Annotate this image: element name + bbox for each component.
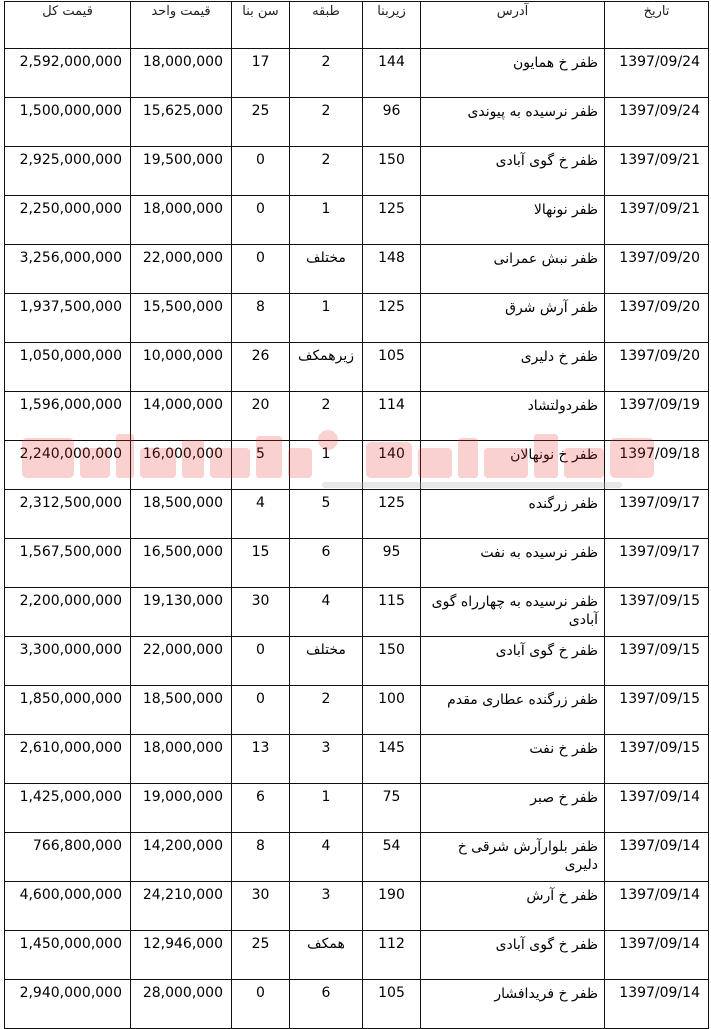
cell-total-price: 1,937,500,000 — [5, 294, 131, 343]
header-total-price: قیمت کل — [5, 2, 131, 49]
cell-address: ظفر خ دلیری — [421, 343, 605, 392]
table-row — [5, 637, 709, 686]
cell-building-age: 0 — [232, 196, 290, 245]
cell-area: 190 — [363, 882, 421, 931]
cell-address: ظفر خ آرش — [421, 882, 605, 931]
cell-building-age: 0 — [232, 980, 290, 1029]
cell-floor: 6 — [290, 539, 363, 588]
cell-address: ظفر خ نفت — [421, 735, 605, 784]
cell-address: ظفر خ نونهالان — [421, 441, 605, 490]
cell-address: ظفر خ فریدافشار — [421, 980, 605, 1029]
cell-address: ظفر نرسیده به چهارراه گوی آبادی — [421, 588, 605, 637]
header-area: زیربنا — [363, 2, 421, 49]
table-header — [5, 2, 709, 49]
header-floor: طبقه — [290, 2, 363, 49]
cell-total-price: 4,600,000,000 — [5, 882, 131, 931]
cell-unit-price: 12,946,000 — [131, 931, 232, 980]
cell-floor: 4 — [290, 833, 363, 882]
header-unit-price: قیمت واحد — [131, 2, 232, 49]
table-row — [5, 196, 709, 245]
cell-total-price: 2,925,000,000 — [5, 147, 131, 196]
cell-area: 105 — [363, 343, 421, 392]
cell-date: 1397/09/17 — [605, 490, 709, 539]
cell-unit-price: 19,130,000 — [131, 588, 232, 637]
cell-date: 1397/09/20 — [605, 343, 709, 392]
table-row — [5, 49, 709, 98]
cell-total-price: 1,050,000,000 — [5, 343, 131, 392]
cell-total-price: 3,256,000,000 — [5, 245, 131, 294]
cell-unit-price: 10,000,000 — [131, 343, 232, 392]
table-row — [5, 784, 709, 833]
cell-total-price: 2,940,000,000 — [5, 980, 131, 1029]
cell-date: 1397/09/20 — [605, 245, 709, 294]
cell-floor: زیرهمکف — [290, 343, 363, 392]
cell-floor: مختلف — [290, 245, 363, 294]
cell-area: 75 — [363, 784, 421, 833]
cell-date: 1397/09/15 — [605, 735, 709, 784]
cell-area: 95 — [363, 539, 421, 588]
cell-total-price: 1,425,000,000 — [5, 784, 131, 833]
table-row — [5, 931, 709, 980]
cell-floor: 2 — [290, 98, 363, 147]
cell-floor: 1 — [290, 196, 363, 245]
cell-address: ظفر خ گوی آبادی — [421, 931, 605, 980]
cell-building-age: 17 — [232, 49, 290, 98]
cell-building-age: 0 — [232, 686, 290, 735]
cell-unit-price: 18,000,000 — [131, 49, 232, 98]
cell-address: ظفردولتشاد — [421, 392, 605, 441]
cell-floor: 2 — [290, 147, 363, 196]
cell-address: ظفر نرسیده به پیوندی — [421, 98, 605, 147]
cell-unit-price: 15,500,000 — [131, 294, 232, 343]
cell-address: ظفر خ همایون — [421, 49, 605, 98]
cell-area: 140 — [363, 441, 421, 490]
cell-unit-price: 24,210,000 — [131, 882, 232, 931]
table-row — [5, 539, 709, 588]
cell-unit-price: 19,000,000 — [131, 784, 232, 833]
cell-area: 105 — [363, 980, 421, 1029]
cell-total-price: 2,200,000,000 — [5, 588, 131, 637]
header-row — [5, 2, 709, 49]
cell-date: 1397/09/17 — [605, 539, 709, 588]
cell-unit-price: 22,000,000 — [131, 637, 232, 686]
cell-total-price: 1,850,000,000 — [5, 686, 131, 735]
cell-unit-price: 15,625,000 — [131, 98, 232, 147]
cell-address: ظفر نرسیده به نفت — [421, 539, 605, 588]
cell-building-age: 6 — [232, 784, 290, 833]
table-row — [5, 833, 709, 882]
cell-unit-price: 18,500,000 — [131, 490, 232, 539]
cell-total-price: 766,800,000 — [5, 833, 131, 882]
cell-date: 1397/09/14 — [605, 980, 709, 1029]
cell-total-price: 2,250,000,000 — [5, 196, 131, 245]
cell-area: 96 — [363, 98, 421, 147]
cell-floor: 2 — [290, 49, 363, 98]
cell-building-age: 25 — [232, 931, 290, 980]
cell-building-age: 4 — [232, 490, 290, 539]
cell-address: ظفر خ صبر — [421, 784, 605, 833]
cell-unit-price: 18,000,000 — [131, 196, 232, 245]
cell-address: ظفر خ گوی آبادی — [421, 637, 605, 686]
cell-unit-price: 18,500,000 — [131, 686, 232, 735]
cell-building-age: 8 — [232, 294, 290, 343]
cell-building-age: 0 — [232, 147, 290, 196]
cell-building-age: 30 — [232, 588, 290, 637]
cell-date: 1397/09/14 — [605, 882, 709, 931]
cell-area: 148 — [363, 245, 421, 294]
cell-floor: 1 — [290, 441, 363, 490]
cell-date: 1397/09/21 — [605, 196, 709, 245]
cell-area: 145 — [363, 735, 421, 784]
table-row — [5, 490, 709, 539]
table-row — [5, 441, 709, 490]
cell-area: 125 — [363, 294, 421, 343]
table-row — [5, 147, 709, 196]
cell-unit-price: 28,000,000 — [131, 980, 232, 1029]
cell-date: 1397/09/14 — [605, 833, 709, 882]
cell-building-age: 15 — [232, 539, 290, 588]
header-date: تاریخ — [605, 2, 709, 49]
cell-area: 54 — [363, 833, 421, 882]
table-row — [5, 343, 709, 392]
table-row — [5, 98, 709, 147]
cell-total-price: 1,500,000,000 — [5, 98, 131, 147]
cell-address: ظفر بلوارآرش شرقی خ دلیری — [421, 833, 605, 882]
cell-date: 1397/09/14 — [605, 784, 709, 833]
cell-floor: 3 — [290, 882, 363, 931]
price-table — [4, 1, 709, 1029]
cell-address: ظفر نبش عمرانی — [421, 245, 605, 294]
cell-floor: 1 — [290, 294, 363, 343]
cell-unit-price: 16,500,000 — [131, 539, 232, 588]
cell-address: ظفر خ گوی آبادی — [421, 147, 605, 196]
cell-floor: 5 — [290, 490, 363, 539]
cell-total-price: 1,596,000,000 — [5, 392, 131, 441]
cell-area: 125 — [363, 490, 421, 539]
table-body — [5, 49, 709, 1029]
cell-date: 1397/09/20 — [605, 294, 709, 343]
cell-floor: 4 — [290, 588, 363, 637]
table-row — [5, 588, 709, 637]
cell-total-price: 2,312,500,000 — [5, 490, 131, 539]
cell-building-age: 25 — [232, 98, 290, 147]
cell-area: 144 — [363, 49, 421, 98]
cell-unit-price: 14,000,000 — [131, 392, 232, 441]
cell-area: 150 — [363, 147, 421, 196]
table-row — [5, 686, 709, 735]
cell-date: 1397/09/15 — [605, 588, 709, 637]
cell-address: ظفر آرش شرق — [421, 294, 605, 343]
cell-floor: 2 — [290, 392, 363, 441]
cell-date: 1397/09/15 — [605, 637, 709, 686]
cell-address: ظفر زرگنده عطاری مقدم — [421, 686, 605, 735]
cell-floor: 1 — [290, 784, 363, 833]
cell-date: 1397/09/18 — [605, 441, 709, 490]
cell-date: 1397/09/19 — [605, 392, 709, 441]
header-building-age: سن بنا — [232, 2, 290, 49]
cell-building-age: 26 — [232, 343, 290, 392]
cell-building-age: 0 — [232, 637, 290, 686]
cell-unit-price: 18,000,000 — [131, 735, 232, 784]
table-row — [5, 245, 709, 294]
cell-total-price: 3,300,000,000 — [5, 637, 131, 686]
cell-address: ظفر زرگنده — [421, 490, 605, 539]
table-row — [5, 980, 709, 1029]
cell-area: 112 — [363, 931, 421, 980]
table-row — [5, 735, 709, 784]
cell-area: 115 — [363, 588, 421, 637]
cell-total-price: 2,610,000,000 — [5, 735, 131, 784]
cell-unit-price: 16,000,000 — [131, 441, 232, 490]
cell-address: ظفر نونهالا — [421, 196, 605, 245]
cell-total-price: 1,567,500,000 — [5, 539, 131, 588]
cell-date: 1397/09/15 — [605, 686, 709, 735]
cell-building-age: 13 — [232, 735, 290, 784]
cell-floor: همکف — [290, 931, 363, 980]
header-address: آدرس — [421, 2, 605, 49]
cell-floor: مختلف — [290, 637, 363, 686]
cell-unit-price: 14,200,000 — [131, 833, 232, 882]
cell-date: 1397/09/24 — [605, 49, 709, 98]
cell-total-price: 2,592,000,000 — [5, 49, 131, 98]
cell-area: 114 — [363, 392, 421, 441]
table-row — [5, 294, 709, 343]
cell-floor: 3 — [290, 735, 363, 784]
cell-area: 125 — [363, 196, 421, 245]
cell-building-age: 20 — [232, 392, 290, 441]
table-row — [5, 882, 709, 931]
cell-building-age: 0 — [232, 245, 290, 294]
cell-total-price: 1,450,000,000 — [5, 931, 131, 980]
cell-total-price: 2,240,000,000 — [5, 441, 131, 490]
cell-area: 150 — [363, 637, 421, 686]
cell-unit-price: 22,000,000 — [131, 245, 232, 294]
cell-date: 1397/09/21 — [605, 147, 709, 196]
table-row — [5, 392, 709, 441]
cell-building-age: 30 — [232, 882, 290, 931]
cell-floor: 6 — [290, 980, 363, 1029]
cell-unit-price: 19,500,000 — [131, 147, 232, 196]
cell-date: 1397/09/14 — [605, 931, 709, 980]
cell-building-age: 5 — [232, 441, 290, 490]
cell-date: 1397/09/24 — [605, 98, 709, 147]
cell-area: 100 — [363, 686, 421, 735]
cell-floor: 2 — [290, 686, 363, 735]
cell-building-age: 8 — [232, 833, 290, 882]
